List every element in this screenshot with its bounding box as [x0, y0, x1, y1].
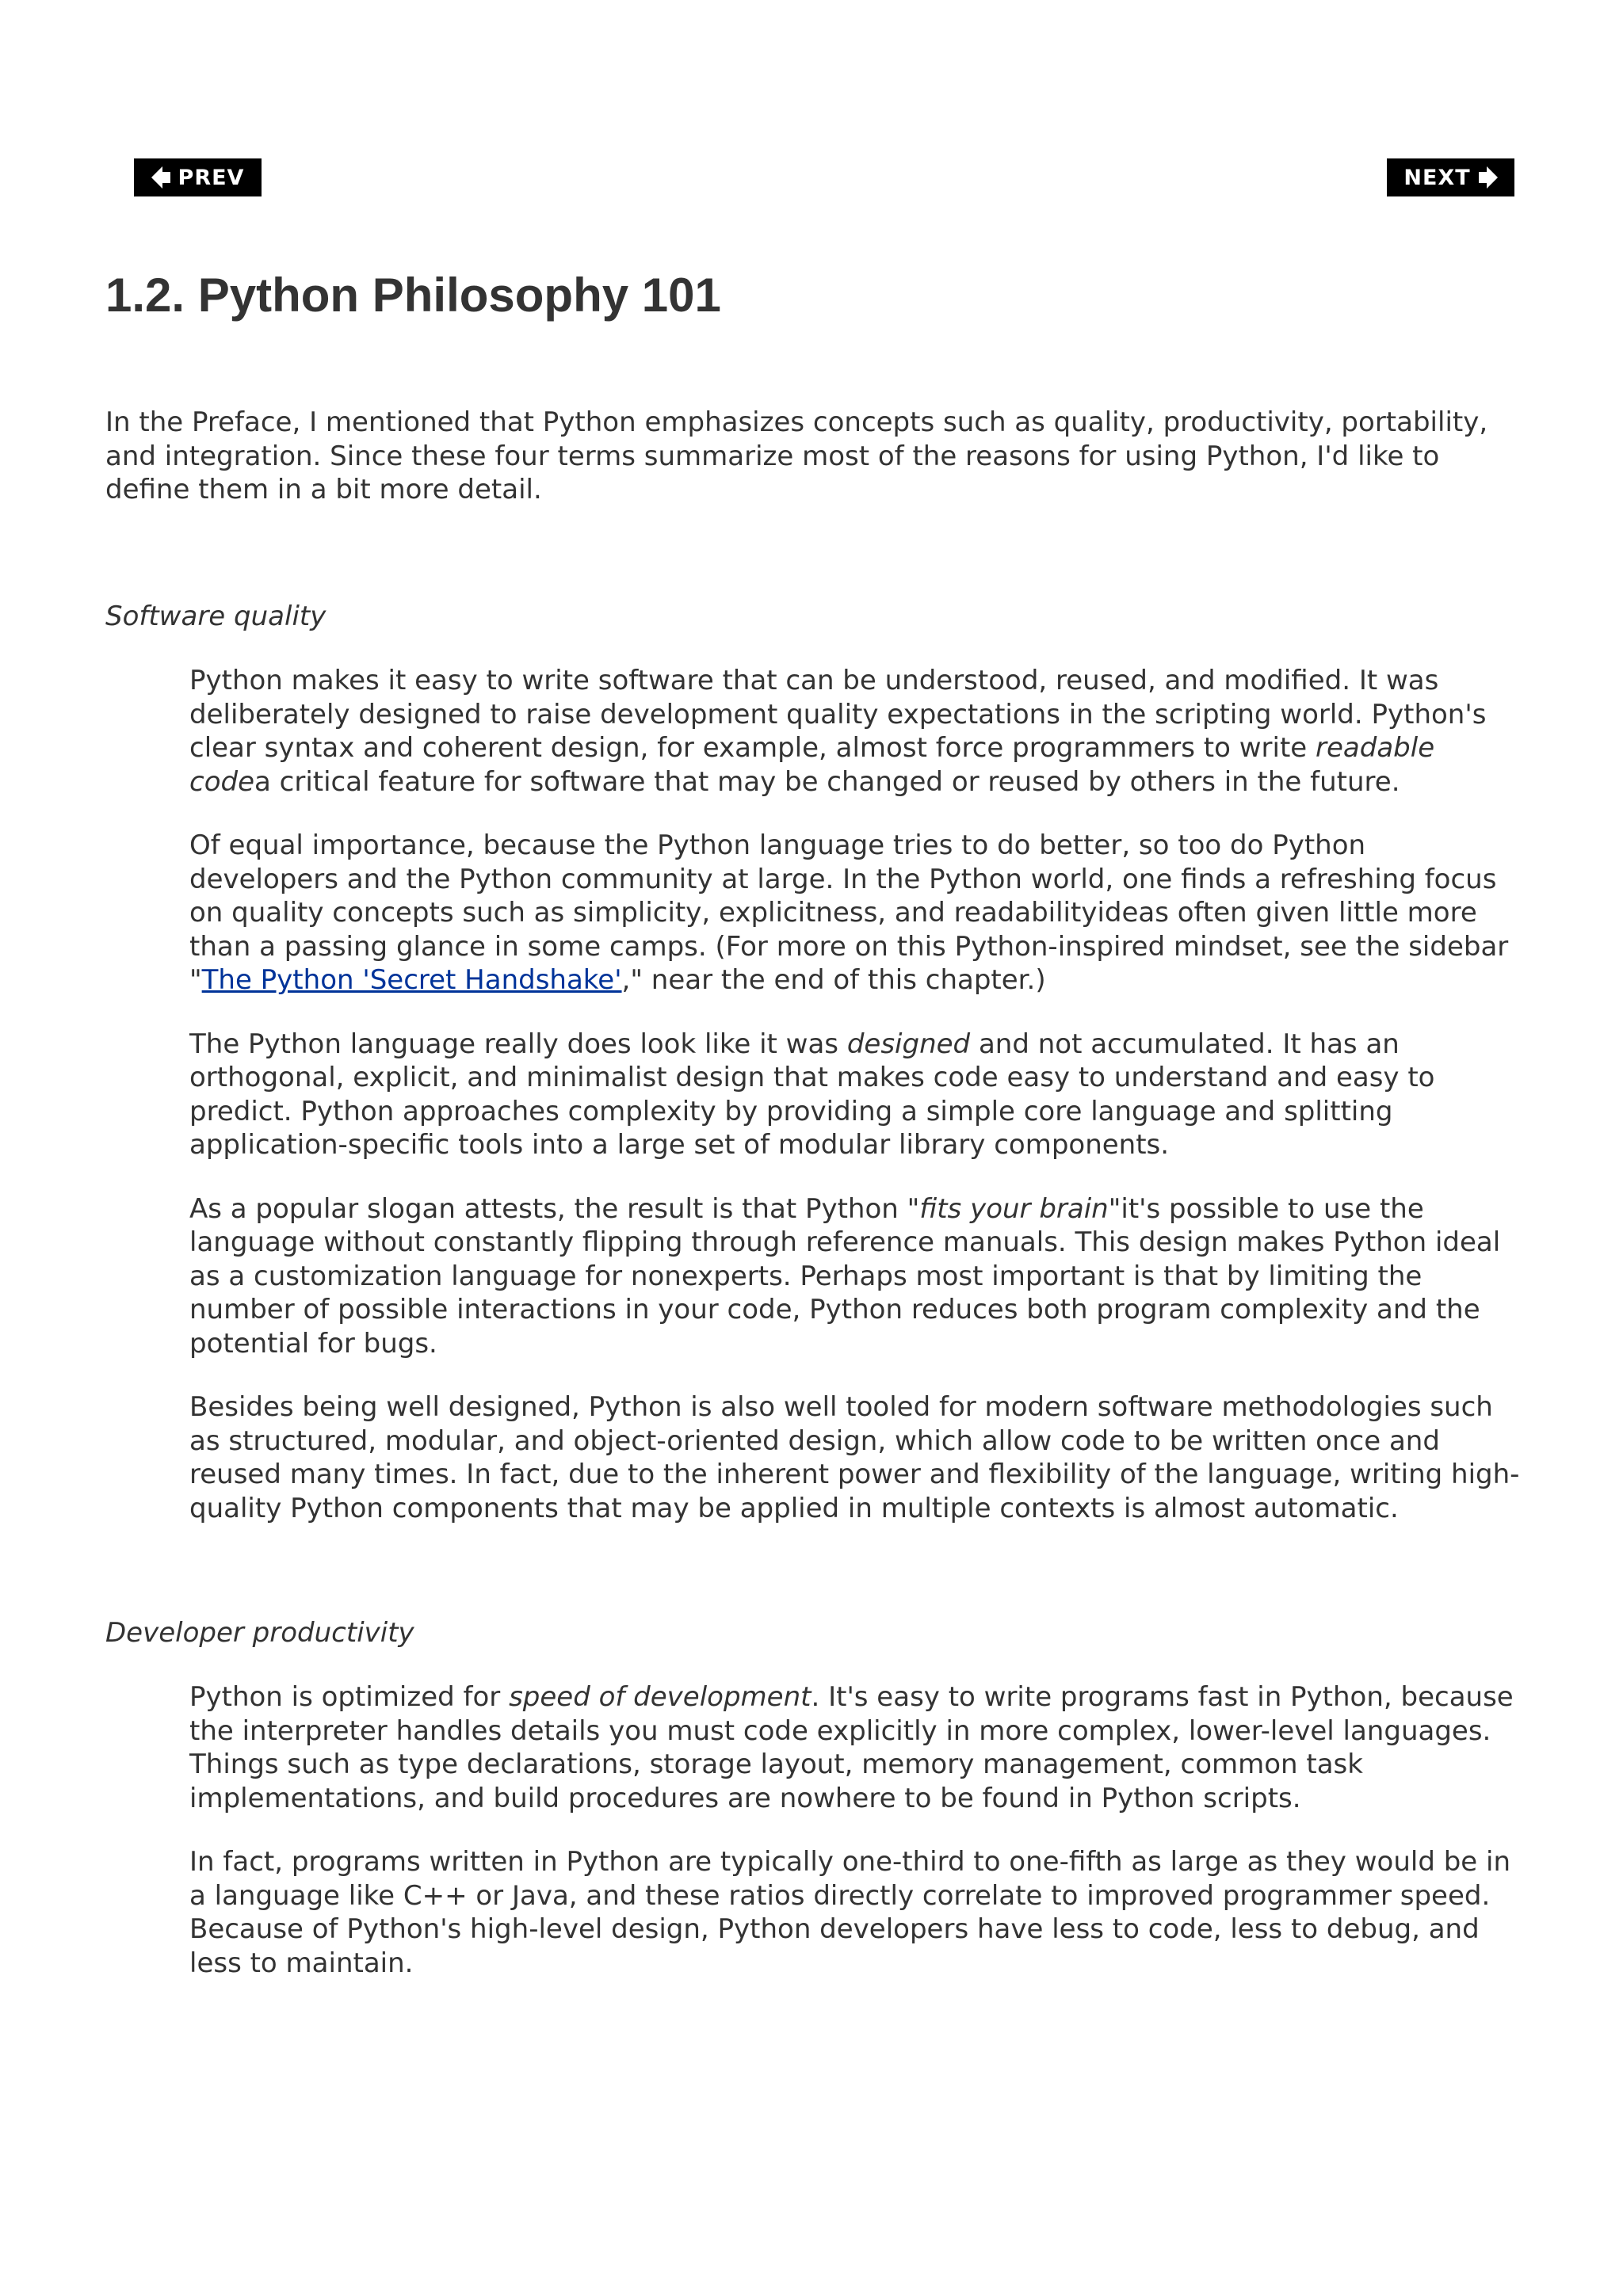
paragraph — [189, 1028, 1521, 1162]
secret-handshake-link[interactable]: The Python 'Secret Handshake' — [201, 964, 622, 996]
next-label: NEXT — [1403, 165, 1471, 190]
emphasis: readable code — [189, 732, 1435, 798]
paragraph — [189, 664, 1521, 799]
paragraph — [189, 1680, 1521, 1815]
intro-paragraph: In the Preface, I mentioned that Python emphasizes concepts such as quality, productivity, portability, and integration. Since these four terms summarize most of the reasons for using Python, I'd like to define them in a bit more detail. — [105, 406, 1488, 505]
paragraph — [189, 1192, 1521, 1361]
emphasis: speed of development — [509, 1681, 812, 1713]
definition-developer-productivity — [189, 1680, 1521, 2010]
text-run: Python makes it easy to write software that can be understood, reused, and modified. It was deliberately designed to raise development quality expectations in the scripting world. Python's clear syntax and coherent design, for example, almost force programmers to write — [189, 665, 1487, 764]
emphasis: designed — [846, 1028, 971, 1060]
text-run: Python is optimized for — [189, 1681, 510, 1713]
text-run: . It's easy to write programs fast in Python, because the interpreter handles details you must code explicitly in more complex, lower-level languages. Things such as type declarations, storage layout, memory management, common task implementations, and build procedures are nowhere to be found in Python scripts. — [189, 1681, 1514, 1814]
text-run: and not accumulated. It has an orthogonal, explicit, and minimalist design that makes code easy to understand and easy to predict. Python approaches complexity by providing a simple core language and splitting application-specific tools into a large set of modular library components. — [189, 1028, 1435, 1161]
paragraph — [189, 1845, 1521, 1980]
text-run: Of equal importance, because the Python language tries to do better, so too do Python developers and the Python community at large. In the Python world, one finds a refreshing focus on quality concepts such as simplicity, explicitness, and readabilityideas often given little more than a passing glance in some camps. (For more on this Python-inspired mindset, see the sidebar " — [189, 830, 1509, 996]
text-run: "it's possible to use the language without constantly flipping through reference manuals. This design makes Python ideal as a customization language for nonexperts. Perhaps most important is that by limiting the number of possible interactions in your code, Python reduces both program complexity and the potential for bugs. — [189, 1192, 1501, 1360]
text-run: The Python language really does look like it was — [189, 1028, 847, 1060]
emphasis: fits your brain — [919, 1192, 1109, 1225]
prev-button[interactable] — [134, 158, 262, 196]
paragraph — [189, 1390, 1521, 1525]
page-title: 1.2. Python Philosophy 101 — [105, 269, 721, 322]
next-button[interactable] — [1387, 158, 1514, 196]
arrow-right-icon — [1479, 166, 1498, 189]
text-run: In fact, programs written in Python are typically one-third to one-fifth as large as they would be in a language like C++ or Java, and these ratios directly correlate to improved programmer speed. Because of Python's high-level design, Python developers have less to code, less to debug, and less to maintain. — [189, 1846, 1511, 1979]
term-developer-productivity: Developer productivity — [105, 1617, 414, 1649]
text-run: ," near the end of this chapter.) — [621, 964, 1046, 996]
prev-label: PREV — [178, 165, 245, 190]
paragraph — [189, 829, 1521, 997]
definition-software-quality — [189, 664, 1521, 1555]
term-software-quality: Software quality — [105, 601, 327, 632]
arrow-left-icon — [151, 166, 170, 189]
text-run: a critical feature for software that may be changed or reused by others in the future. — [254, 765, 1400, 798]
text-run: As a popular slogan attests, the result is that Python " — [189, 1192, 920, 1225]
text-run: Besides being well designed, Python is also well tooled for modern software methodologies such as structured, modular, and object-oriented design, which allow code to be written once and reused many times. In fact, due to the inherent power and flexibility of the language, writing high-quality Python components that may be applied in multiple contexts is almost automatic. — [189, 1391, 1520, 1524]
